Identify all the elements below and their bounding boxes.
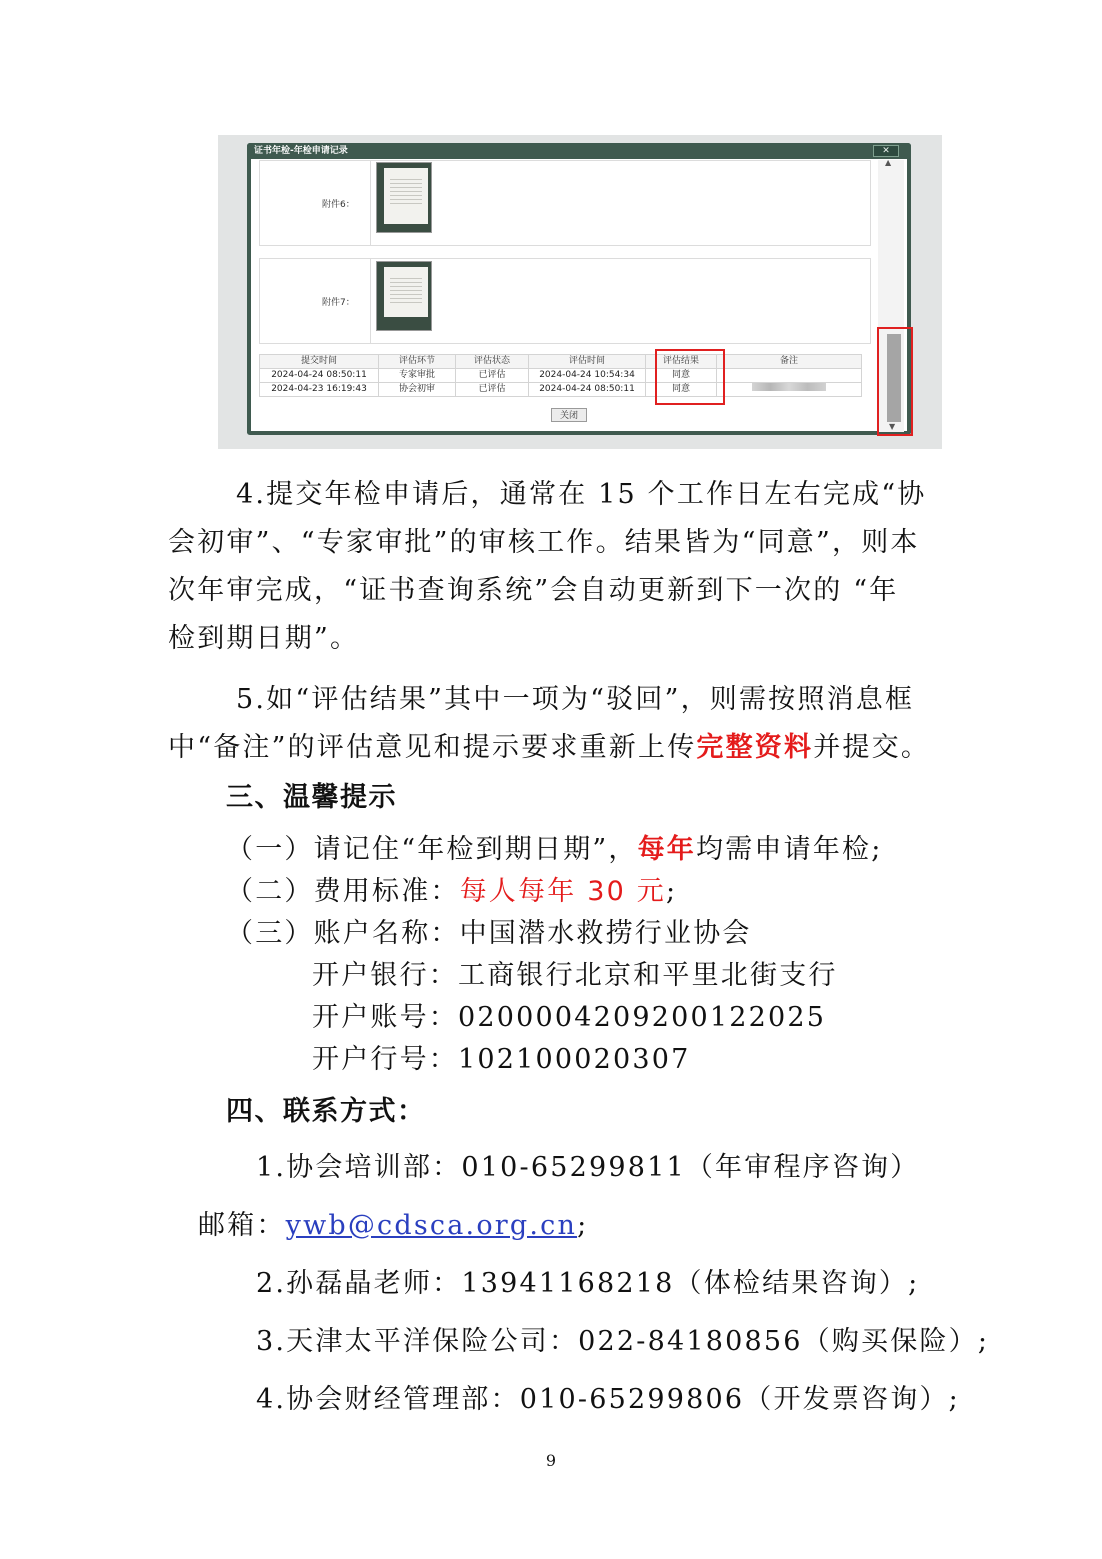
close-button[interactable]: 关闭 bbox=[551, 408, 587, 422]
account-number: 开户账号：0200004209200122025 bbox=[312, 1002, 827, 1033]
cell-remark-blurred bbox=[717, 383, 862, 397]
email-label: 邮箱： bbox=[198, 1210, 286, 1241]
cell-eval-time: 2024-04-24 08:50:11 bbox=[529, 383, 646, 397]
contact-1: 1.协会培训部：010-65299811（年审程序咨询） bbox=[256, 1152, 920, 1183]
tip-1-text: （一）请记住“年检到期日期”， bbox=[226, 834, 638, 865]
tip-2 bbox=[226, 874, 677, 910]
highlight-scrollbar bbox=[877, 327, 913, 436]
cell-stage: 专家审批 bbox=[379, 369, 456, 383]
col-status: 评估状态 bbox=[456, 355, 529, 369]
cell-remark bbox=[717, 369, 862, 383]
col-submit-time: 提交时间 bbox=[260, 355, 379, 369]
col-stage: 评估环节 bbox=[379, 355, 456, 369]
para4-line4: 检到期日期”。 bbox=[168, 623, 360, 654]
col-remark: 备注 bbox=[717, 355, 862, 369]
contact-4: 4.协会财经管理部：010-65299806（开发票咨询）; bbox=[256, 1384, 960, 1415]
tip-2-text-end: ; bbox=[665, 876, 678, 907]
cell-result: 同意 bbox=[646, 369, 717, 383]
attachment-thumbnail-7[interactable] bbox=[376, 261, 432, 331]
page-number: 9 bbox=[545, 1451, 557, 1470]
bank-code: 开户行号：102100020307 bbox=[312, 1044, 691, 1075]
attachment-thumbnail-6[interactable] bbox=[376, 162, 432, 233]
para4-line2: 会初审”、“专家审批”的审核工作。结果皆为“同意”，则本 bbox=[168, 527, 920, 558]
table-row bbox=[260, 369, 862, 383]
highlight-every-year: 每年 bbox=[637, 834, 697, 865]
highlight-fee: 每人每年 30 元 bbox=[459, 876, 666, 907]
dialog-title: 证书年检-年检申请记录 bbox=[254, 146, 348, 156]
tip-3-account-name: （三）账户名称：中国潜水救捞行业协会 bbox=[226, 918, 752, 949]
divider bbox=[370, 160, 371, 246]
contact-2: 2.孙磊晶老师：13941168218（体检结果咨询）; bbox=[256, 1268, 920, 1299]
attachment-label-7: 附件7： bbox=[322, 298, 355, 308]
para5-line2 bbox=[168, 730, 930, 766]
redacted-remark bbox=[752, 383, 826, 391]
cell-submit-time: 2024-04-23 16:19:43 bbox=[260, 383, 379, 397]
divider bbox=[370, 258, 371, 344]
tip-1 bbox=[226, 832, 883, 868]
para5-text-end: 并提交。 bbox=[813, 732, 931, 763]
contact-3: 3.天津太平洋保险公司：022-84180856（购买保险）; bbox=[256, 1326, 990, 1357]
evaluation-records-table bbox=[259, 354, 862, 397]
highlight-result-column bbox=[655, 349, 725, 405]
para4-line1: 4.提交年检申请后，通常在 15 个工作日左右完成“协 bbox=[236, 479, 927, 510]
table-header-row bbox=[260, 355, 862, 369]
tip-2-text: （二）费用标准： bbox=[226, 876, 460, 907]
cell-status: 已评估 bbox=[456, 383, 529, 397]
dialog-close-icon[interactable]: ✕ bbox=[873, 145, 899, 157]
email-link[interactable]: ywb@cdsca.org.cn bbox=[285, 1210, 578, 1241]
cell-submit-time: 2024-04-24 08:50:11 bbox=[260, 369, 379, 383]
tip-1-text-end: 均需申请年检; bbox=[696, 834, 883, 865]
col-result: 评估结果 bbox=[646, 355, 717, 369]
para4-line3: 次年审完成，“证书查询系统”会自动更新到下一次的 “年 bbox=[168, 575, 899, 606]
attachment-label-6: 附件6： bbox=[322, 200, 355, 210]
contact-email bbox=[198, 1208, 588, 1244]
email-tail: ; bbox=[577, 1210, 589, 1241]
para5-line1: 5.如“评估结果”其中一项为“驳回”，则需按照消息框 bbox=[236, 684, 915, 715]
table-row bbox=[260, 383, 862, 397]
bank-name: 开户银行：工商银行北京和平里北街支行 bbox=[312, 960, 838, 991]
highlight-complete-materials: 完整资料 bbox=[696, 732, 814, 763]
scroll-up-icon[interactable]: ▲ bbox=[885, 158, 892, 167]
cell-stage: 协会初审 bbox=[379, 383, 456, 397]
section-heading-tips: 三、温馨提示 bbox=[226, 782, 397, 813]
cell-eval-time: 2024-04-24 10:54:34 bbox=[529, 369, 646, 383]
section-heading-contacts: 四、联系方式： bbox=[226, 1096, 426, 1127]
para5-text: 中“备注”的评估意见和提示要求重新上传 bbox=[168, 732, 697, 763]
scroll-down-icon[interactable]: ▼ bbox=[889, 422, 896, 431]
col-eval-time: 评估时间 bbox=[529, 355, 646, 369]
cell-status: 已评估 bbox=[456, 369, 529, 383]
cell-result: 同意 bbox=[646, 383, 717, 397]
